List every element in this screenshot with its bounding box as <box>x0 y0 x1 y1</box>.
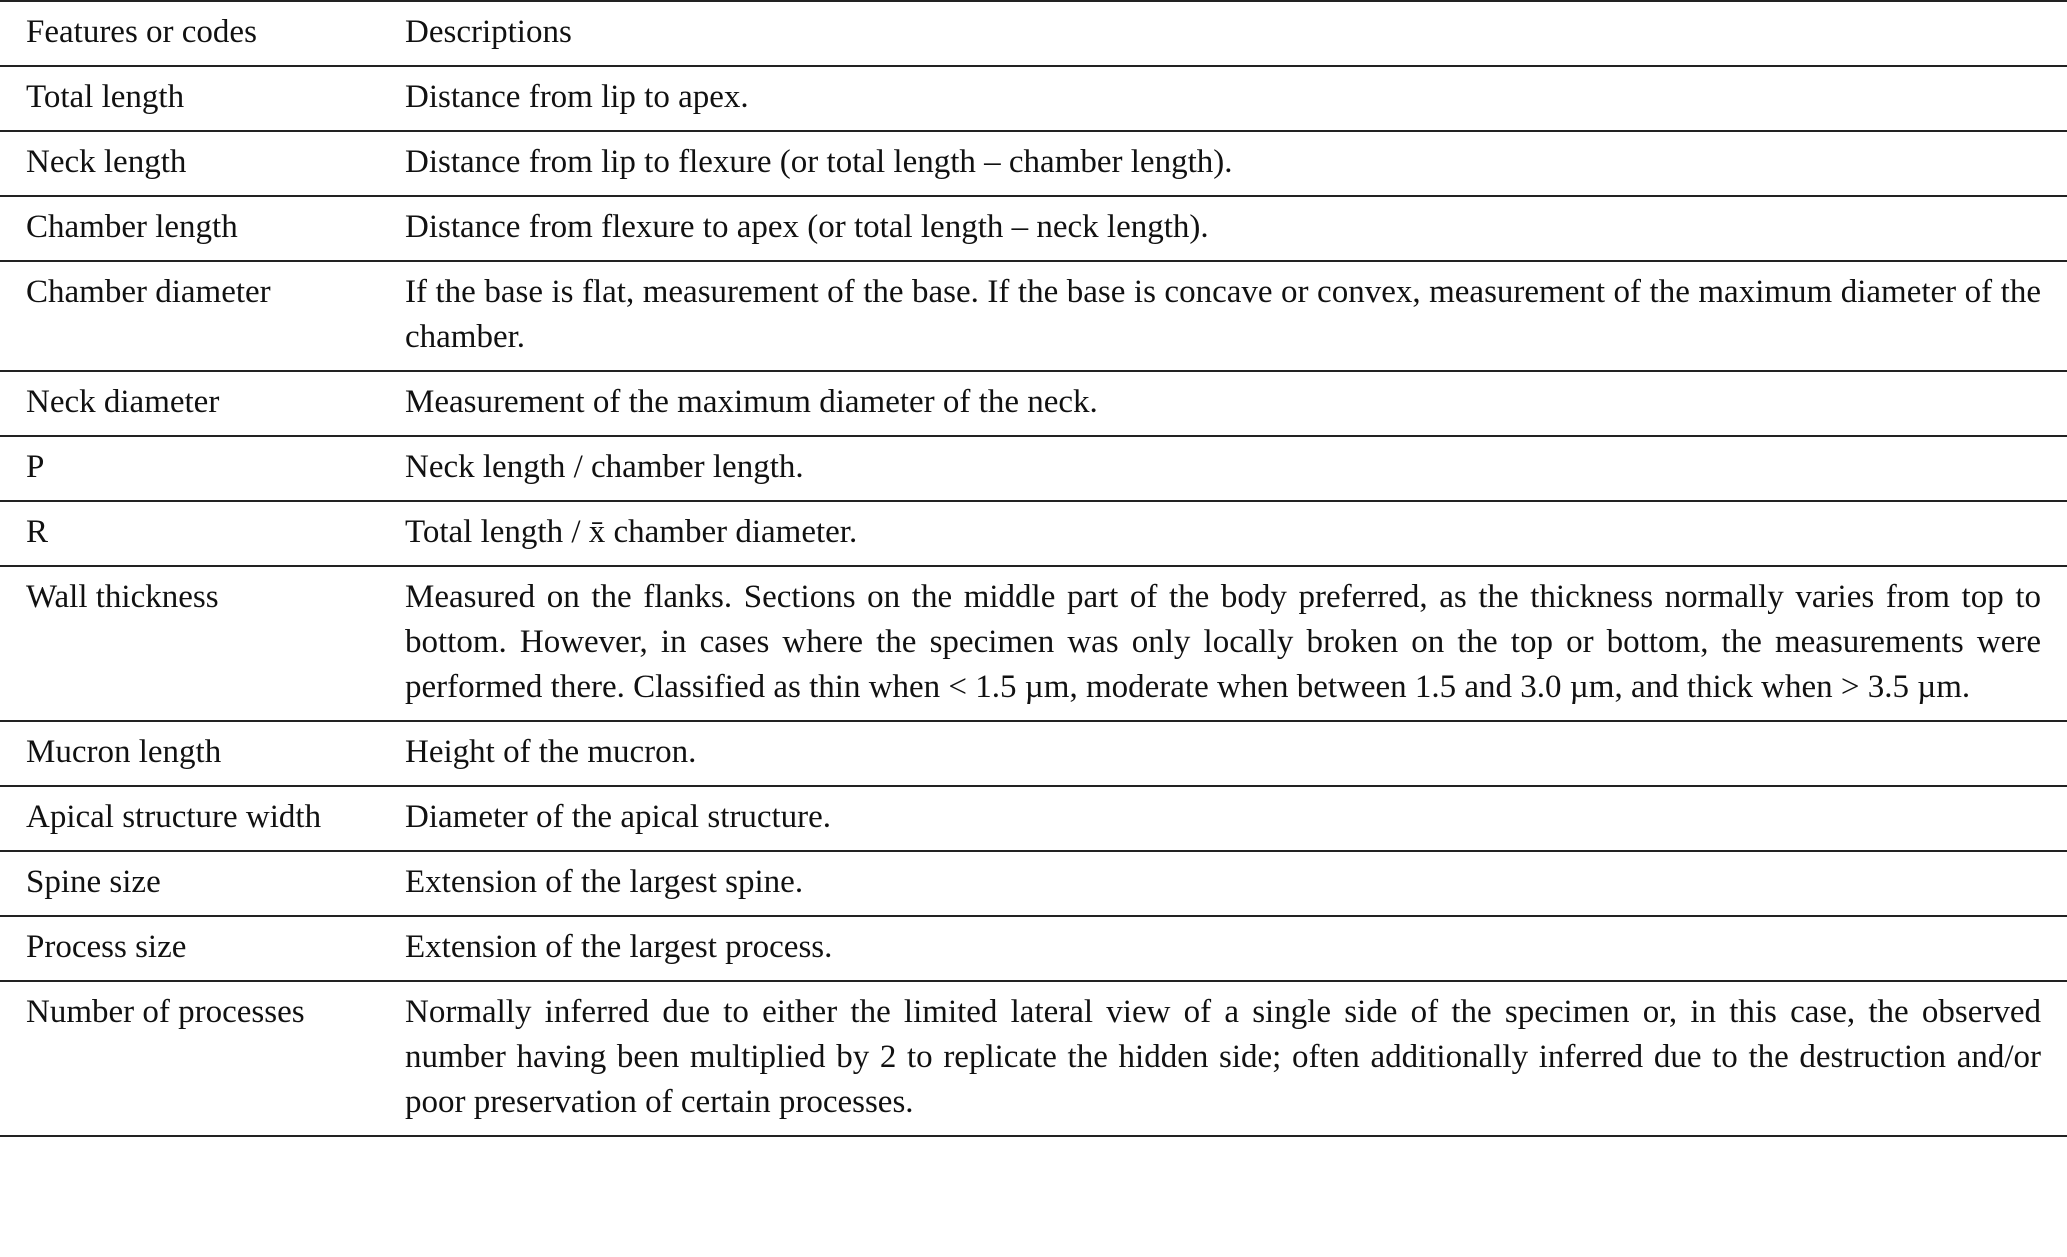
feature-cell: Neck diameter <box>0 371 405 436</box>
feature-cell: Total length <box>0 66 405 131</box>
feature-cell: Chamber diameter <box>0 261 405 371</box>
table-row <box>0 851 2067 916</box>
description-cell: Measurement of the maximum diameter of the neck. <box>405 371 2067 436</box>
description-cell: Diameter of the apical structure. <box>405 786 2067 851</box>
table-row <box>0 721 2067 786</box>
header-descriptions: Descriptions <box>405 1 2067 66</box>
table-row <box>0 566 2067 721</box>
description-cell: If the base is flat, measurement of the base. If the base is concave or convex, measurement of the maximum diameter of the chamber. <box>405 261 2067 371</box>
description-cell: Measured on the flanks. Sections on the middle part of the body preferred, as the thickness normally varies from top to bottom. However, in cases where the specimen was only locally broken on the top or bottom, the measurements were performed there. Classified as thin when < 1.5 µm, moderate when between 1.5 and 3.0 µm, and thick when > 3.5 µm. <box>405 566 2067 721</box>
feature-cell: Process size <box>0 916 405 981</box>
description-cell: Distance from flexure to apex (or total length – neck length). <box>405 196 2067 261</box>
table-row <box>0 371 2067 436</box>
table-row <box>0 916 2067 981</box>
description-cell: Distance from lip to apex. <box>405 66 2067 131</box>
table-row <box>0 66 2067 131</box>
description-cell: Normally inferred due to either the limited lateral view of a single side of the specimen or, in this case, the observed number having been multiplied by 2 to replicate the hidden side; often additionally inferred due to the destruction and/or poor preservation of certain processes. <box>405 981 2067 1136</box>
feature-cell: Chamber length <box>0 196 405 261</box>
table-row <box>0 501 2067 566</box>
feature-cell: Number of processes <box>0 981 405 1136</box>
feature-cell: Apical structure width <box>0 786 405 851</box>
description-cell: Extension of the largest spine. <box>405 851 2067 916</box>
description-cell: Height of the mucron. <box>405 721 2067 786</box>
description-cell: Extension of the largest process. <box>405 916 2067 981</box>
feature-cell: Spine size <box>0 851 405 916</box>
table-row <box>0 131 2067 196</box>
feature-cell: R <box>0 501 405 566</box>
header-features: Features or codes <box>0 1 405 66</box>
feature-cell: Neck length <box>0 131 405 196</box>
table-row <box>0 981 2067 1136</box>
description-cell: Distance from lip to flexure (or total length – chamber length). <box>405 131 2067 196</box>
feature-cell: P <box>0 436 405 501</box>
header-row <box>0 1 2067 66</box>
feature-cell: Mucron length <box>0 721 405 786</box>
feature-cell: Wall thickness <box>0 566 405 721</box>
description-cell: Total length / x̄ chamber diameter. <box>405 501 2067 566</box>
table-row <box>0 196 2067 261</box>
table-body <box>0 66 2067 1136</box>
description-cell: Neck length / chamber length. <box>405 436 2067 501</box>
table-row <box>0 786 2067 851</box>
table-row <box>0 261 2067 371</box>
table-row <box>0 436 2067 501</box>
table-header <box>0 1 2067 66</box>
